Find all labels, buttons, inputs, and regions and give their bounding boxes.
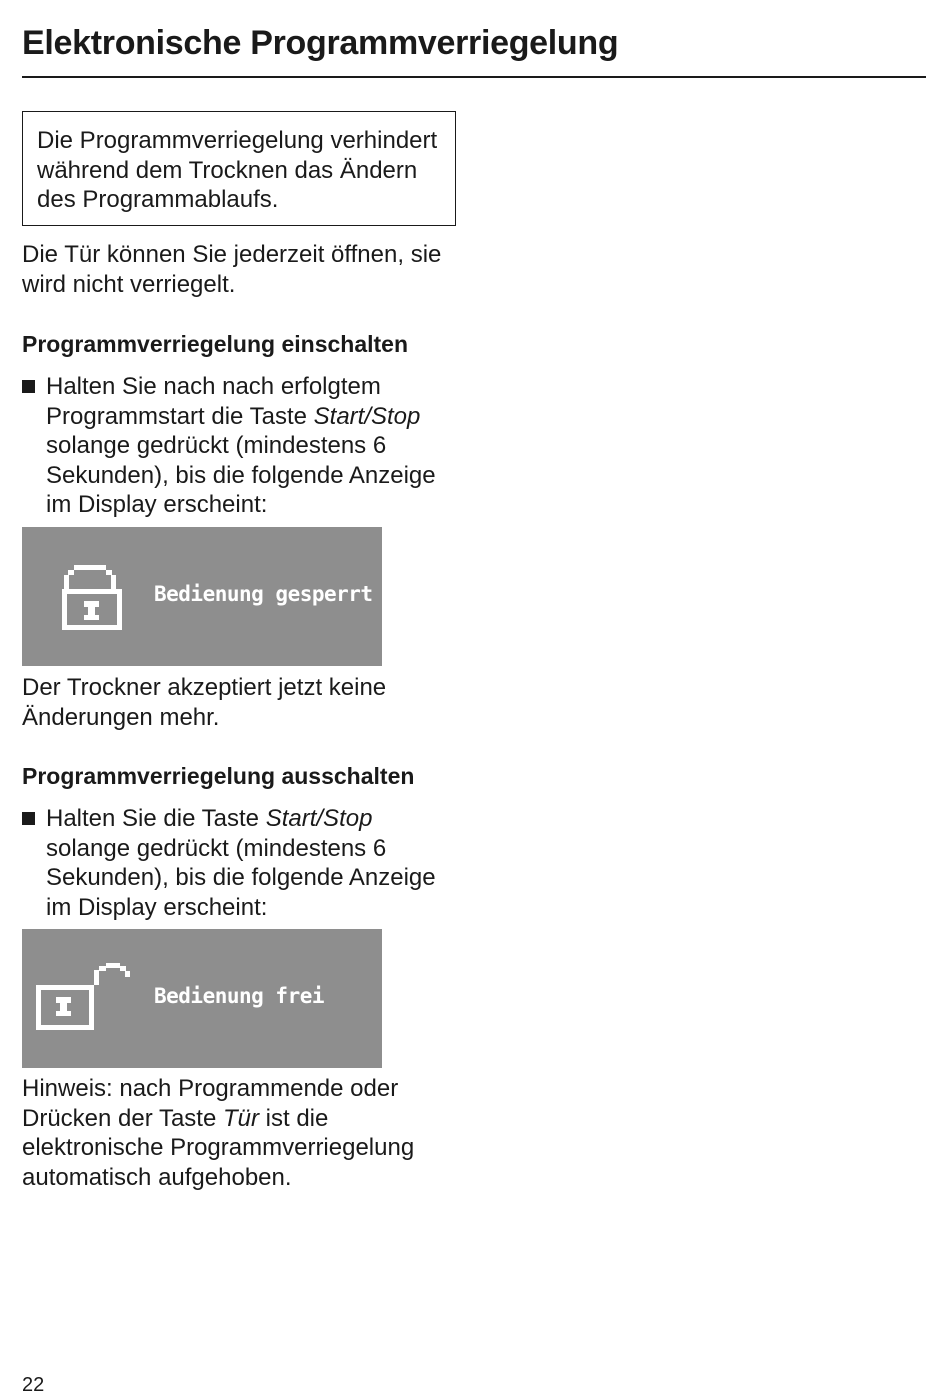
display-unlocked-text: Bedienung frei bbox=[154, 984, 325, 1008]
door-note: Die Tür können Sie jederzeit öffnen, sie wird nicht verriegelt. bbox=[22, 241, 442, 298]
start-stop-key-label: Start/Stop bbox=[313, 402, 421, 430]
section-off-step-text: Halten Sie die Taste Start/Stop solange gedrückt (mindestens 6 Sekunden), bis die folgende Anzeige im Display erscheint: bbox=[46, 805, 436, 921]
display-locked bbox=[22, 527, 382, 666]
section-on-step bbox=[22, 372, 462, 520]
section-on-step-text: Halten Sie nach nach erfolgtem Programmstart die Taste Start/Stop solange gedrückt (mindestens 6 Sekunden), bis die folgende Anzeige im Display erscheint: bbox=[46, 373, 436, 518]
intro-box bbox=[22, 111, 456, 226]
lock-open-icon bbox=[34, 963, 134, 1033]
bullet-square-icon bbox=[22, 380, 35, 393]
section-off-heading: Programmverriegelung ausschalten bbox=[22, 763, 415, 789]
bullet-square-icon bbox=[22, 812, 35, 825]
display-unlocked bbox=[22, 929, 382, 1068]
start-stop-key-label: Start/Stop bbox=[265, 805, 373, 832]
page-number: 22 bbox=[22, 1374, 45, 1396]
hint-text: Hinweis: nach Programmende oder Drücken der Taste Tür ist die elektronische Programmverriegelung automatisch aufgehoben. bbox=[22, 1075, 415, 1191]
title-divider bbox=[22, 76, 926, 78]
page-title: Elektronische Programmverriegelung bbox=[22, 24, 619, 62]
intro-text: Die Programmverriegelung verhindert während dem Trocknen das Ändern des Programmablaufs. bbox=[37, 127, 438, 213]
door-key-label: Tür bbox=[223, 1104, 259, 1132]
section-on-heading: Programmverriegelung einschalten bbox=[22, 331, 409, 357]
display-locked-text: Bedienung gesperrt bbox=[154, 582, 373, 606]
section-off-step bbox=[22, 804, 462, 922]
section-on-result: Der Trockner akzeptiert jetzt keine Änderungen mehr. bbox=[22, 674, 387, 731]
lock-closed-icon bbox=[60, 563, 126, 633]
